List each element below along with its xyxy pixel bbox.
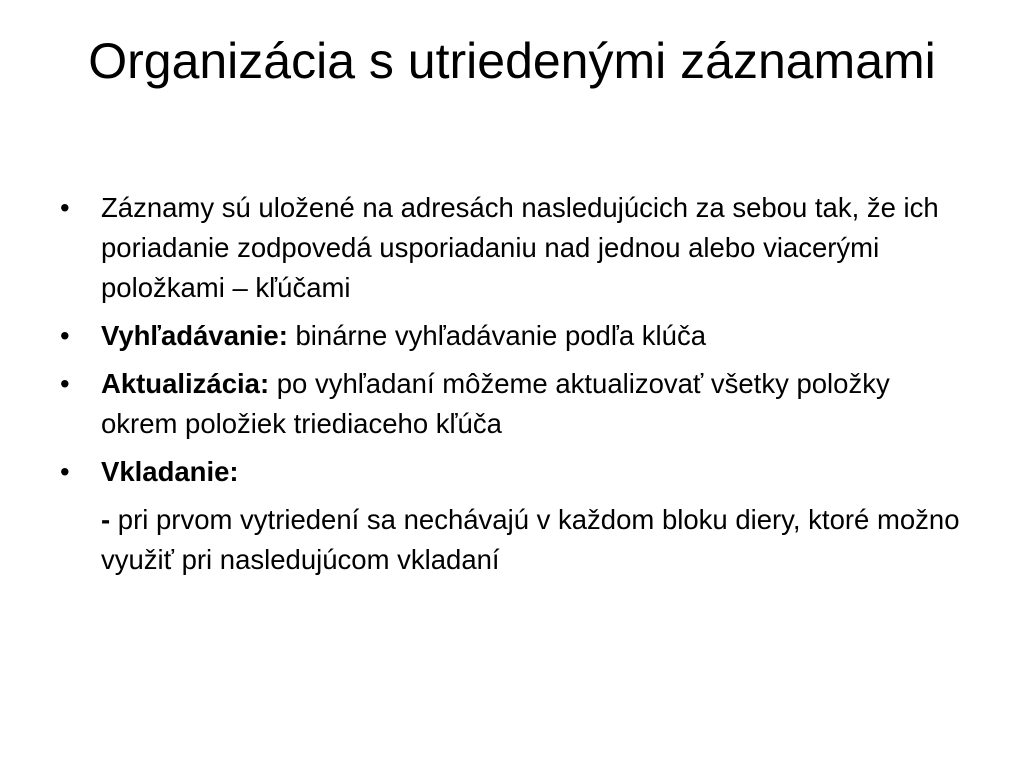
bullet-item-insert	[60, 452, 970, 492]
bullet-icon: •	[60, 192, 70, 223]
sub-item-text: pri prvom vytriedení sa nechávajú v každom bloku diery, ktoré možno využiť pri nasledujúcom vkladaní	[101, 504, 960, 575]
bullet-text: Záznamy sú uložené na adresách nasledujúcich za sebou tak, že ich poriadanie zodpovedá usporiadaniu nad jednou alebo viacerými položkami – kľúčami	[101, 192, 939, 303]
bullet-icon: •	[60, 320, 70, 351]
slide-title: Organizácia s utriedenými záznamami	[88, 33, 936, 89]
bullet-icon: •	[60, 456, 70, 487]
sub-item-dash: -	[101, 504, 111, 535]
bullet-label: Vkladanie:	[101, 456, 239, 487]
bullet-text: binárne vyhľadávanie podľa klúča	[287, 320, 707, 351]
bullet-icon: •	[60, 368, 70, 399]
bullet-label: Vyhľadávanie:	[101, 320, 288, 351]
bullet-item-records	[60, 188, 970, 308]
bullet-item-update	[60, 364, 970, 444]
sub-item-insert-detail	[60, 500, 970, 580]
bullet-list	[60, 188, 970, 580]
bullet-label: Aktualizácia:	[101, 368, 270, 399]
bullet-item-search	[60, 316, 970, 356]
bullet-text: po vyhľadaní môžeme aktualizovať všetky položky okrem položiek triediaceho kľúča	[101, 368, 890, 439]
